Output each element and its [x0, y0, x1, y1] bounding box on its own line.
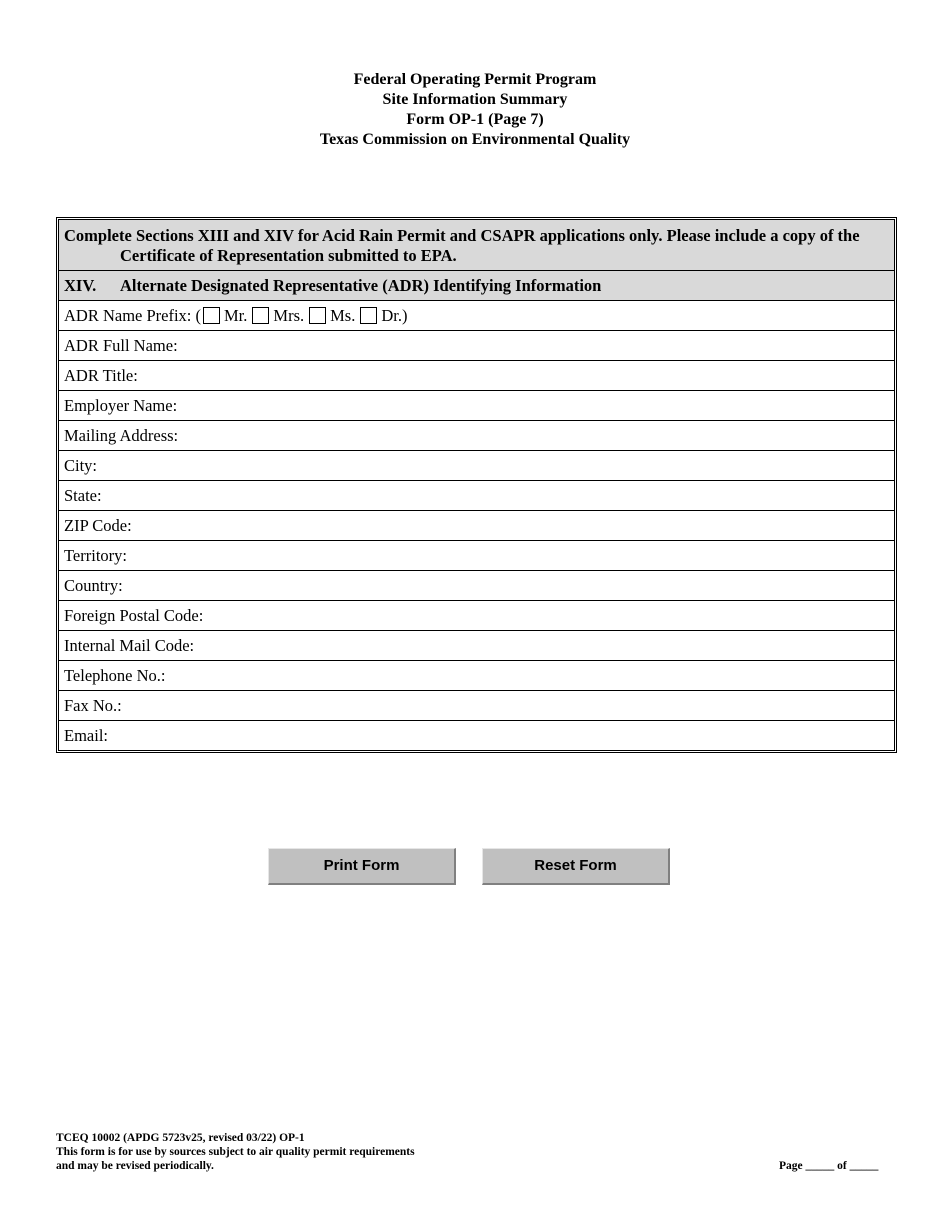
mrs-checkbox[interactable] — [252, 307, 269, 324]
state-label: State: — [64, 486, 102, 505]
telephone-row — [59, 661, 894, 691]
mrs-label: Mrs. — [273, 306, 305, 325]
reset-form-button[interactable]: Reset Form — [482, 848, 670, 885]
state-row — [59, 481, 894, 511]
ms-label: Ms. — [330, 306, 356, 325]
prefix-option-mr[interactable] — [201, 301, 247, 330]
header-agency: Texas Commission on Environmental Quality — [319, 131, 631, 148]
internal-mail-code-input[interactable] — [194, 632, 894, 659]
prefix-option-ms[interactable] — [304, 301, 355, 330]
zip-code-row — [59, 511, 894, 541]
state-input[interactable] — [102, 482, 894, 509]
dr-label: Dr.) — [381, 306, 408, 325]
zip-code-label: ZIP Code: — [64, 516, 132, 535]
adr-name-prefix-row — [59, 301, 894, 331]
adr-name-prefix-label: ADR Name Prefix: ( — [64, 306, 202, 325]
adr-full-name-label: ADR Full Name: — [64, 336, 178, 355]
employer-name-label: Employer Name: — [64, 396, 178, 415]
telephone-label: Telephone No.: — [64, 666, 166, 685]
section-number: XIV. — [64, 276, 97, 295]
footer-revision-note: and may be revised periodically. — [56, 1160, 214, 1172]
mailing-address-row — [59, 421, 894, 451]
footer-usage-note: This form is for use by sources subject to air quality permit requirements — [56, 1146, 415, 1158]
page-number: Page _____ of _____ — [779, 1160, 879, 1172]
footer-form-id: TCEQ 10002 (APDG 5723v25, revised 03/22) OP-1 — [56, 1132, 305, 1144]
section-title: Alternate Designated Representative (ADR) Identifying Information — [120, 276, 602, 295]
adr-full-name-row — [59, 331, 894, 361]
section-heading — [59, 271, 894, 301]
foreign-postal-code-input[interactable] — [203, 602, 894, 629]
country-input[interactable] — [123, 572, 894, 599]
prefix-option-dr[interactable] — [355, 301, 407, 330]
territory-label: Territory: — [64, 546, 127, 565]
ms-checkbox[interactable] — [309, 307, 326, 324]
print-form-button[interactable]: Print Form — [268, 848, 456, 885]
fax-input[interactable] — [122, 692, 894, 719]
adr-form-table — [56, 217, 897, 753]
header-program: Federal Operating Permit Program — [353, 71, 597, 88]
form-header — [0, 70, 950, 150]
prefix-option-mrs[interactable] — [247, 301, 304, 330]
email-input[interactable] — [108, 722, 894, 749]
instructions-line-1: Complete Sections XIII and XIV for Acid Rain Permit and CSAPR applications only. Please include a copy of the — [64, 226, 860, 245]
dr-checkbox[interactable] — [360, 307, 377, 324]
mailing-address-label: Mailing Address: — [64, 426, 179, 445]
foreign-postal-code-label: Foreign Postal Code: — [64, 606, 204, 625]
adr-title-input[interactable] — [138, 362, 894, 389]
zip-code-input[interactable] — [132, 512, 894, 539]
form-footer — [56, 1131, 415, 1173]
foreign-postal-code-row — [59, 601, 894, 631]
country-row — [59, 571, 894, 601]
internal-mail-code-label: Internal Mail Code: — [64, 636, 195, 655]
telephone-input[interactable] — [165, 662, 894, 689]
header-summary: Site Information Summary — [382, 91, 568, 108]
internal-mail-code-row — [59, 631, 894, 661]
email-row — [59, 721, 894, 750]
adr-title-label: ADR Title: — [64, 366, 138, 385]
territory-input[interactable] — [127, 542, 894, 569]
fax-label: Fax No.: — [64, 696, 122, 715]
adr-title-row — [59, 361, 894, 391]
city-row — [59, 451, 894, 481]
mailing-address-input[interactable] — [178, 422, 894, 449]
mr-checkbox[interactable] — [203, 307, 220, 324]
email-label: Email: — [64, 726, 108, 745]
instructions-row — [59, 220, 894, 271]
country-label: Country: — [64, 576, 123, 595]
fax-row — [59, 691, 894, 721]
city-label: City: — [64, 456, 98, 475]
prefix-options — [201, 301, 407, 330]
header-form-number: Form OP-1 (Page 7) — [406, 111, 544, 128]
territory-row — [59, 541, 894, 571]
employer-name-input[interactable] — [177, 392, 894, 419]
mr-label: Mr. — [224, 306, 248, 325]
instructions-line-2: Certificate of Representation submitted to EPA. — [120, 246, 457, 265]
city-input[interactable] — [97, 452, 894, 479]
adr-full-name-input[interactable] — [178, 332, 894, 359]
employer-name-row — [59, 391, 894, 421]
